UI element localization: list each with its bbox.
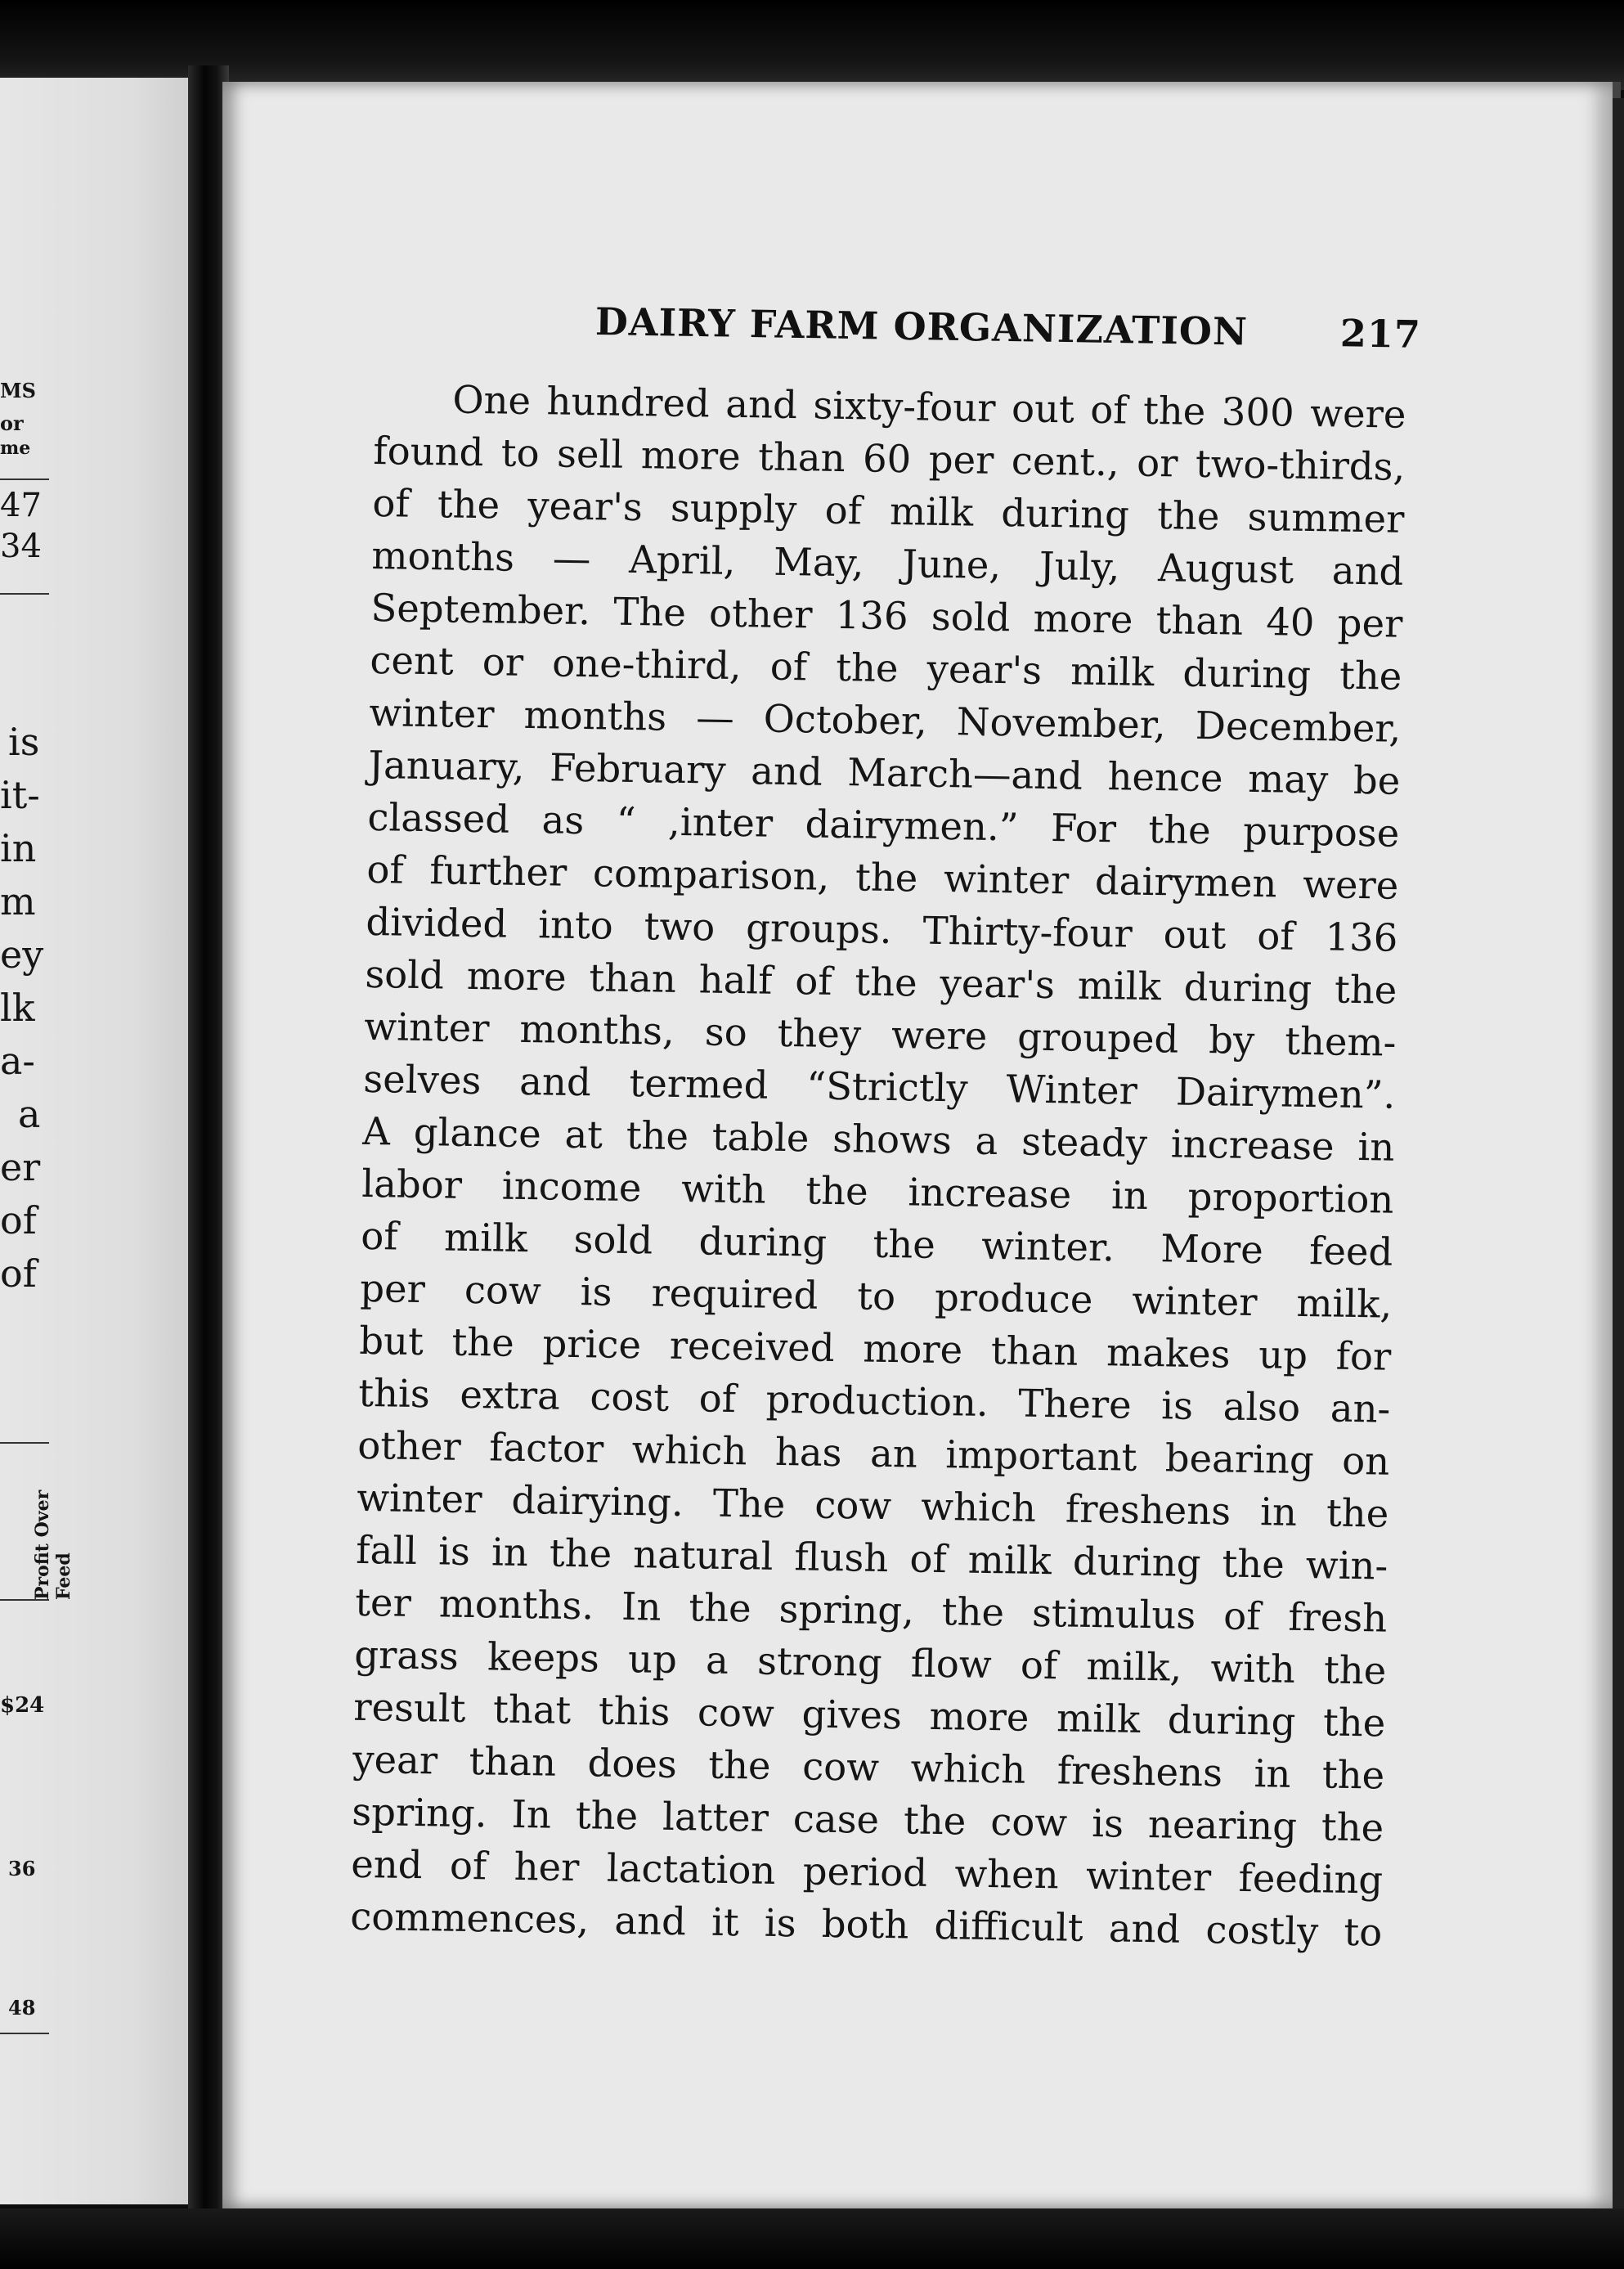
text-line: but the price received more than makes up for: [358, 1318, 1392, 1379]
page-edge-shadow: [1613, 98, 1624, 2225]
left-number-1: 47: [0, 487, 42, 524]
text-line: September. The other 136 sold more than 40 per: [370, 585, 1403, 646]
scan-bottom-border: [0, 2208, 1624, 2269]
text-line: months — April, May, June, July, August and: [371, 532, 1404, 594]
left-line-end-5: ey: [0, 932, 44, 977]
left-rule-5: [0, 2033, 49, 2034]
text-line: other factor which has an important bearing on: [357, 1422, 1390, 1484]
text-line: commences, and it is both difficult and costly to: [349, 1894, 1383, 1955]
text-line: fall is in the natural flush of milk during the win-: [355, 1527, 1388, 1588]
left-line-end-3: in: [0, 826, 37, 870]
running-head-title: DAIRY FARM ORGANIZATION: [594, 299, 1249, 354]
left-line-end-4: m: [0, 879, 36, 923]
text-line: of milk sold during the winter. More feed: [360, 1213, 1393, 1274]
left-line-end-2: it-: [0, 773, 40, 817]
text-line: of the year's supply of milk during the summer: [372, 480, 1405, 541]
left-rule-4: [0, 1599, 49, 1601]
text-line: end of her lactation period when winter feeding: [350, 1841, 1384, 1903]
left-line-end-7: a-: [0, 1039, 35, 1083]
text-line: winter months, so they were grouped by them-: [364, 1004, 1397, 1065]
left-line-end-6: lk: [0, 986, 35, 1030]
text-line: One hundred and sixty-four out of the 300 were: [452, 377, 1406, 437]
left-facing-page: [0, 78, 188, 2204]
text-line: result that this cow gives more milk during the: [352, 1684, 1386, 1746]
text-line: ter months. In the spring, the stimulus of fresh: [354, 1579, 1388, 1641]
left-header-fragment-2: or: [0, 411, 24, 435]
text-line: spring. In the latter case the cow is nearing the: [351, 1789, 1384, 1850]
page-number: 217: [1339, 311, 1422, 357]
text-line: divided into two groups. Thirty-four out of 136: [366, 899, 1398, 960]
text-line: grass keeps up a strong flow of milk, with the: [353, 1632, 1387, 1693]
left-value-3: 48: [8, 1996, 36, 2020]
scan-top-border: [0, 0, 1624, 90]
left-line-end-11: of: [0, 1251, 37, 1296]
text-line: winter months — October, November, December,: [369, 690, 1402, 751]
left-rule-2: [0, 593, 49, 595]
text-line: January, February and March—and hence may be: [368, 742, 1401, 803]
body-text: [350, 372, 1406, 1959]
text-line: cent or one-third, of the year's milk during the: [370, 637, 1402, 699]
left-header-fragment-3: me: [0, 438, 31, 459]
text-line: labor income with the increase in proportion: [361, 1161, 1394, 1222]
left-line-end-10: of: [0, 1198, 37, 1242]
left-value-1: $24: [0, 1693, 45, 1718]
text-line: classed as “ ,inter dairymen.” For the purpose: [367, 794, 1400, 856]
text-line: this extra cost of production. There is also an-: [357, 1370, 1391, 1431]
left-line-end-1: is: [8, 720, 40, 764]
text-line: per cow is required to produce winter milk,: [359, 1265, 1393, 1327]
left-number-2: 34: [0, 528, 42, 565]
left-rule-1: [0, 479, 49, 480]
text-line: sold more than half of the year's milk during the: [365, 951, 1397, 1013]
text-line: A glance at the table shows a steady increase in: [361, 1108, 1395, 1170]
text-line: found to sell more than 60 per cent., or two-thirds,: [373, 428, 1406, 489]
left-line-end-9: er: [0, 1145, 41, 1189]
left-rotated-column-header: Profit Over Feed: [32, 1489, 74, 1600]
left-header-fragment-1: MS: [0, 379, 36, 402]
text-line: year than does the cow which freshens in the: [352, 1737, 1385, 1798]
left-value-2: 36: [8, 1857, 36, 1880]
text-line: winter dairying. The cow which freshens in the: [356, 1475, 1389, 1536]
text-line: of further comparison, the winter dairymen were: [366, 847, 1399, 908]
left-line-end-8: a: [18, 1092, 41, 1136]
left-rule-3: [0, 1442, 49, 1444]
text-line: selves and termed “Strictly Winter Dairymen”.: [363, 1056, 1396, 1117]
